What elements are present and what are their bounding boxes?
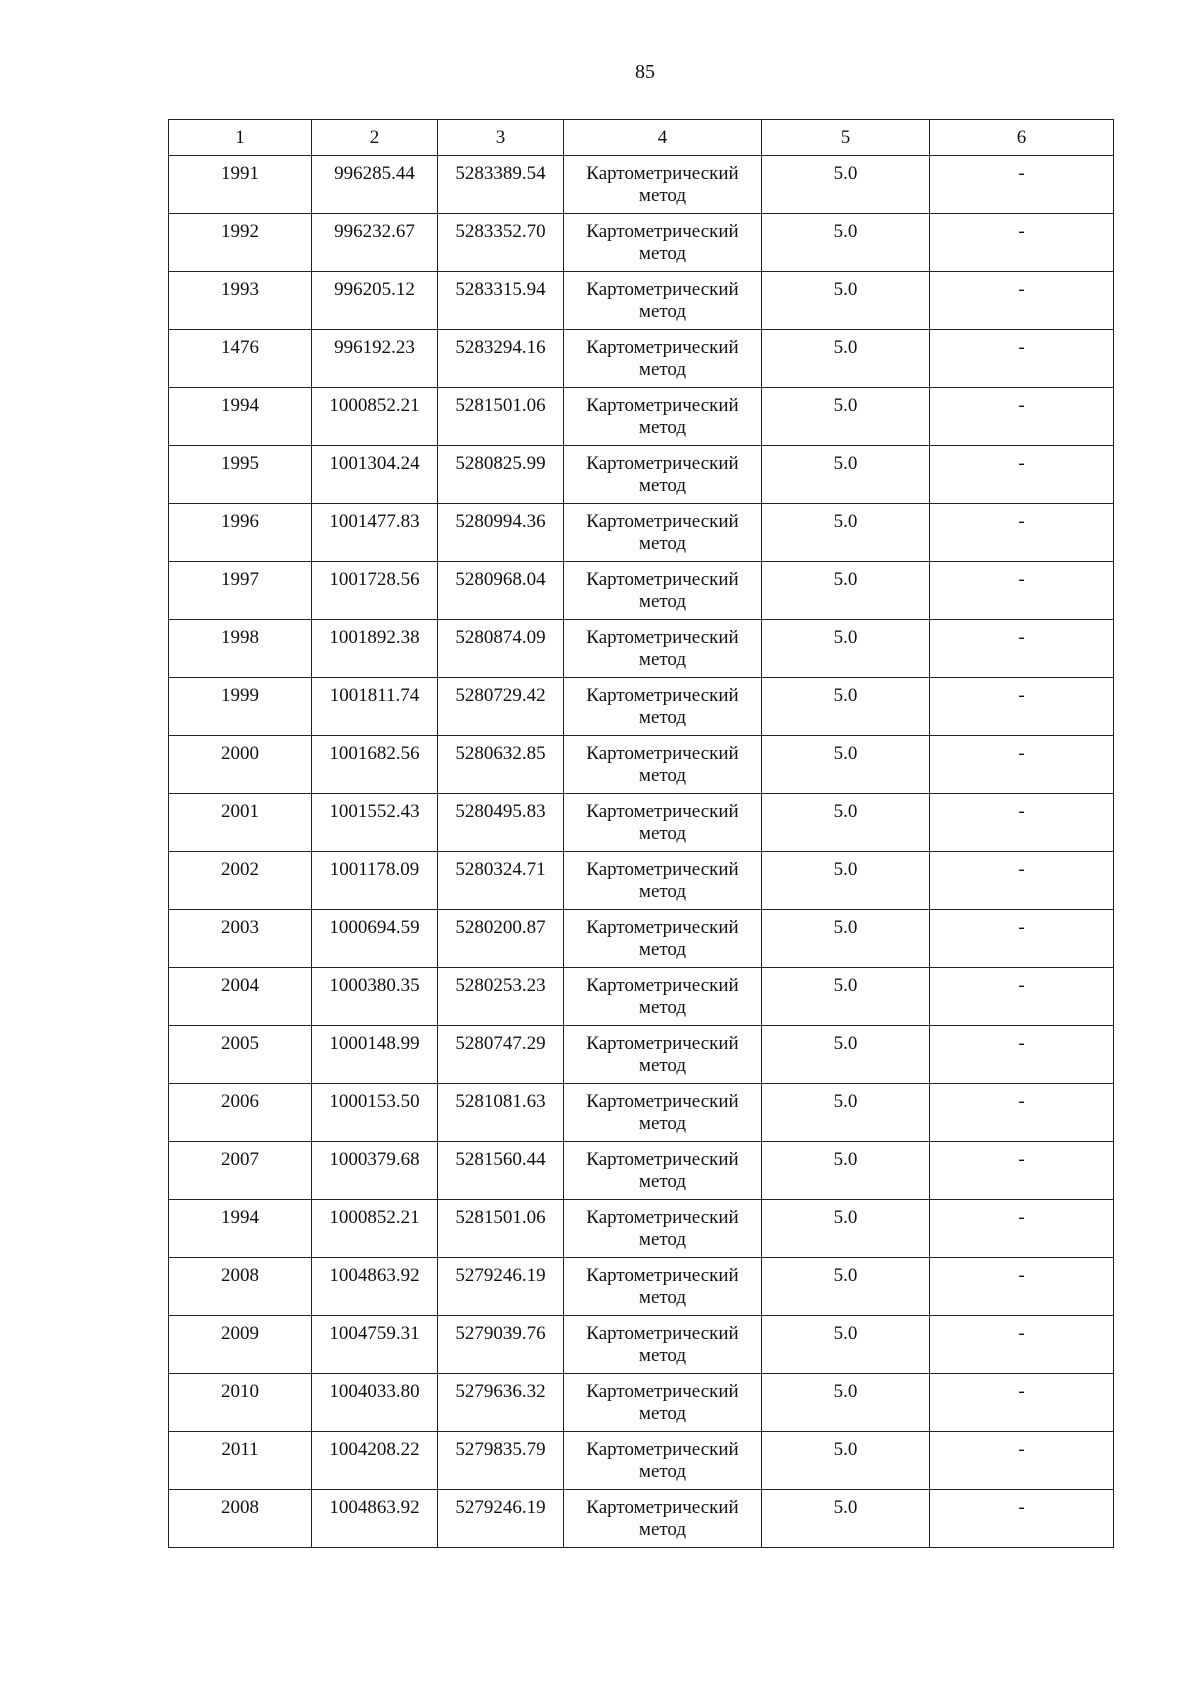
x-coordinate-cell: 1000148.99 [312,1026,438,1084]
table-row [169,1142,1114,1200]
column-header: 4 [564,120,762,156]
x-coordinate-cell: 996232.67 [312,214,438,272]
point-number-cell: 2010 [169,1374,312,1432]
y-coordinate-cell: 5281501.06 [438,1200,564,1258]
accuracy-cell: 5.0 [762,504,930,562]
point-number-cell: 2007 [169,1142,312,1200]
method-line-1: Картометрический [586,163,739,184]
note-cell: - [930,562,1114,620]
method-cell [564,272,762,330]
table-row [169,156,1114,214]
accuracy-cell: 5.0 [762,1084,930,1142]
accuracy-cell: 5.0 [762,1316,930,1374]
note-cell: - [930,1316,1114,1374]
x-coordinate-cell: 1000380.35 [312,968,438,1026]
method-line-2: метод [638,1113,687,1134]
x-coordinate-cell: 1001178.09 [312,852,438,910]
accuracy-cell: 5.0 [762,1200,930,1258]
method-cell [564,968,762,1026]
x-coordinate-cell: 1001892.38 [312,620,438,678]
accuracy-cell: 5.0 [762,794,930,852]
method-line-1: Картометрический [586,453,739,474]
table-row [169,1200,1114,1258]
note-cell: - [930,620,1114,678]
note-cell: - [930,446,1114,504]
method-line-2: метод [638,243,687,264]
note-cell: - [930,678,1114,736]
table-row [169,736,1114,794]
y-coordinate-cell: 5280632.85 [438,736,564,794]
point-number-cell: 1992 [169,214,312,272]
method-cell [564,388,762,446]
column-header: 5 [762,120,930,156]
point-number-cell: 1999 [169,678,312,736]
note-cell: - [930,910,1114,968]
method-line-1: Картометрический [586,221,739,242]
accuracy-cell: 5.0 [762,852,930,910]
table-row [169,272,1114,330]
method-cell [564,1432,762,1490]
method-cell [564,330,762,388]
method-cell [564,794,762,852]
column-header: 6 [930,120,1114,156]
method-line-1: Картометрический [586,801,739,822]
table-row [169,562,1114,620]
table-row [169,1084,1114,1142]
x-coordinate-cell: 1001811.74 [312,678,438,736]
table-row [169,388,1114,446]
table-row [169,214,1114,272]
accuracy-cell: 5.0 [762,330,930,388]
table-row [169,1026,1114,1084]
note-cell: - [930,794,1114,852]
method-line-1: Картометрический [586,743,739,764]
method-cell [564,446,762,504]
method-line-2: метод [638,649,687,670]
x-coordinate-cell: 1000694.59 [312,910,438,968]
method-line-1: Картометрический [586,1149,739,1170]
method-line-1: Картометрический [586,1207,739,1228]
x-coordinate-cell: 996192.23 [312,330,438,388]
x-coordinate-cell: 1000153.50 [312,1084,438,1142]
method-line-1: Картометрический [586,337,739,358]
x-coordinate-cell: 1001304.24 [312,446,438,504]
method-cell [564,1200,762,1258]
point-number-cell: 1998 [169,620,312,678]
method-line-2: метод [638,1287,687,1308]
accuracy-cell: 5.0 [762,1026,930,1084]
y-coordinate-cell: 5279835.79 [438,1432,564,1490]
method-line-1: Картометрический [586,395,739,416]
point-number-cell: 2006 [169,1084,312,1142]
table-row [169,504,1114,562]
y-coordinate-cell: 5280729.42 [438,678,564,736]
point-number-cell: 1476 [169,330,312,388]
accuracy-cell: 5.0 [762,1258,930,1316]
accuracy-cell: 5.0 [762,388,930,446]
table-row [169,794,1114,852]
y-coordinate-cell: 5280495.83 [438,794,564,852]
y-coordinate-cell: 5279636.32 [438,1374,564,1432]
method-line-2: метод [638,1345,687,1366]
method-line-2: метод [638,185,687,206]
method-cell [564,562,762,620]
note-cell: - [930,272,1114,330]
point-number-cell: 2009 [169,1316,312,1374]
y-coordinate-cell: 5281560.44 [438,1142,564,1200]
accuracy-cell: 5.0 [762,446,930,504]
method-cell [564,1026,762,1084]
note-cell: - [930,1258,1114,1316]
method-line-2: метод [638,301,687,322]
method-line-1: Картометрический [586,569,739,590]
point-number-cell: 1995 [169,446,312,504]
y-coordinate-cell: 5283315.94 [438,272,564,330]
accuracy-cell: 5.0 [762,736,930,794]
method-line-1: Картометрический [586,1497,739,1518]
x-coordinate-cell: 1001728.56 [312,562,438,620]
method-cell [564,620,762,678]
table-row [169,678,1114,736]
point-number-cell: 2001 [169,794,312,852]
x-coordinate-cell: 1004759.31 [312,1316,438,1374]
y-coordinate-cell: 5280324.71 [438,852,564,910]
note-cell: - [930,1432,1114,1490]
table-row [169,1490,1114,1548]
method-line-2: метод [638,1461,687,1482]
method-cell [564,1258,762,1316]
method-line-2: метод [638,475,687,496]
method-cell [564,1084,762,1142]
table-row [169,620,1114,678]
method-cell [564,156,762,214]
method-line-1: Картометрический [586,1323,739,1344]
accuracy-cell: 5.0 [762,620,930,678]
note-cell: - [930,214,1114,272]
method-cell [564,910,762,968]
x-coordinate-cell: 1004208.22 [312,1432,438,1490]
method-line-1: Картометрический [586,1439,739,1460]
table-row [169,1432,1114,1490]
method-line-1: Картометрический [586,279,739,300]
method-line-2: метод [638,939,687,960]
table-row [169,968,1114,1026]
note-cell: - [930,1374,1114,1432]
accuracy-cell: 5.0 [762,1432,930,1490]
method-line-1: Картометрический [586,859,739,880]
x-coordinate-cell: 1001682.56 [312,736,438,794]
accuracy-cell: 5.0 [762,1490,930,1548]
method-line-1: Картометрический [586,627,739,648]
x-coordinate-cell: 1001552.43 [312,794,438,852]
point-number-cell: 2002 [169,852,312,910]
method-line-2: метод [638,533,687,554]
method-line-1: Картометрический [586,1381,739,1402]
method-line-2: метод [638,823,687,844]
x-coordinate-cell: 996285.44 [312,156,438,214]
table-row [169,852,1114,910]
point-number-cell: 1993 [169,272,312,330]
y-coordinate-cell: 5280968.04 [438,562,564,620]
method-cell [564,504,762,562]
method-line-2: метод [638,1403,687,1424]
method-line-2: метод [638,359,687,380]
column-header: 2 [312,120,438,156]
point-number-cell: 2004 [169,968,312,1026]
x-coordinate-cell: 1004863.92 [312,1490,438,1548]
method-line-1: Картометрический [586,1033,739,1054]
accuracy-cell: 5.0 [762,272,930,330]
point-number-cell: 2011 [169,1432,312,1490]
method-line-2: метод [638,1055,687,1076]
x-coordinate-cell: 1001477.83 [312,504,438,562]
y-coordinate-cell: 5283352.70 [438,214,564,272]
y-coordinate-cell: 5279246.19 [438,1490,564,1548]
x-coordinate-cell: 996205.12 [312,272,438,330]
column-header: 1 [169,120,312,156]
method-line-2: метод [638,417,687,438]
y-coordinate-cell: 5280253.23 [438,968,564,1026]
accuracy-cell: 5.0 [762,968,930,1026]
method-cell [564,1374,762,1432]
method-cell [564,1142,762,1200]
point-number-cell: 2008 [169,1490,312,1548]
point-number-cell: 1997 [169,562,312,620]
method-cell [564,852,762,910]
method-line-2: метод [638,1519,687,1540]
y-coordinate-cell: 5281501.06 [438,388,564,446]
accuracy-cell: 5.0 [762,678,930,736]
table-row [169,446,1114,504]
note-cell: - [930,852,1114,910]
y-coordinate-cell: 5279246.19 [438,1258,564,1316]
table-row [169,1316,1114,1374]
method-line-1: Картометрический [586,975,739,996]
method-line-2: метод [638,881,687,902]
method-cell [564,736,762,794]
y-coordinate-cell: 5280825.99 [438,446,564,504]
method-line-2: метод [638,591,687,612]
point-number-cell: 1991 [169,156,312,214]
x-coordinate-cell: 1000852.21 [312,1200,438,1258]
method-line-2: метод [638,1171,687,1192]
method-line-2: метод [638,997,687,1018]
point-number-cell: 2003 [169,910,312,968]
point-number-cell: 1994 [169,1200,312,1258]
note-cell: - [930,388,1114,446]
point-number-cell: 1996 [169,504,312,562]
column-header: 3 [438,120,564,156]
method-line-1: Картометрический [586,685,739,706]
method-line-1: Картометрический [586,511,739,532]
y-coordinate-cell: 5283389.54 [438,156,564,214]
table-body [169,156,1114,1548]
y-coordinate-cell: 5279039.76 [438,1316,564,1374]
method-line-2: метод [638,707,687,728]
y-coordinate-cell: 5280747.29 [438,1026,564,1084]
page-number: 85 [635,61,655,83]
method-cell [564,1490,762,1548]
accuracy-cell: 5.0 [762,562,930,620]
y-coordinate-cell: 5283294.16 [438,330,564,388]
method-line-1: Картометрический [586,1265,739,1286]
x-coordinate-cell: 1000379.68 [312,1142,438,1200]
accuracy-cell: 5.0 [762,214,930,272]
table-row [169,910,1114,968]
point-number-cell: 2008 [169,1258,312,1316]
x-coordinate-cell: 1000852.21 [312,388,438,446]
point-number-cell: 1994 [169,388,312,446]
method-cell [564,214,762,272]
table-row [169,1258,1114,1316]
note-cell: - [930,736,1114,794]
note-cell: - [930,156,1114,214]
y-coordinate-cell: 5280874.09 [438,620,564,678]
accuracy-cell: 5.0 [762,156,930,214]
note-cell: - [930,330,1114,388]
accuracy-cell: 5.0 [762,910,930,968]
note-cell: - [930,1084,1114,1142]
table-row [169,330,1114,388]
table-row [169,1374,1114,1432]
note-cell: - [930,1490,1114,1548]
note-cell: - [930,1026,1114,1084]
note-cell: - [930,504,1114,562]
method-line-1: Картометрический [586,1091,739,1112]
method-line-1: Картометрический [586,917,739,938]
coordinates-table [168,119,1114,1548]
y-coordinate-cell: 5280200.87 [438,910,564,968]
note-cell: - [930,968,1114,1026]
method-line-2: метод [638,1229,687,1250]
accuracy-cell: 5.0 [762,1142,930,1200]
method-cell [564,1316,762,1374]
method-cell [564,678,762,736]
y-coordinate-cell: 5280994.36 [438,504,564,562]
x-coordinate-cell: 1004863.92 [312,1258,438,1316]
method-line-2: метод [638,765,687,786]
note-cell: - [930,1200,1114,1258]
point-number-cell: 2005 [169,1026,312,1084]
y-coordinate-cell: 5281081.63 [438,1084,564,1142]
table-header-row [169,120,1114,156]
x-coordinate-cell: 1004033.80 [312,1374,438,1432]
accuracy-cell: 5.0 [762,1374,930,1432]
point-number-cell: 2000 [169,736,312,794]
note-cell: - [930,1142,1114,1200]
